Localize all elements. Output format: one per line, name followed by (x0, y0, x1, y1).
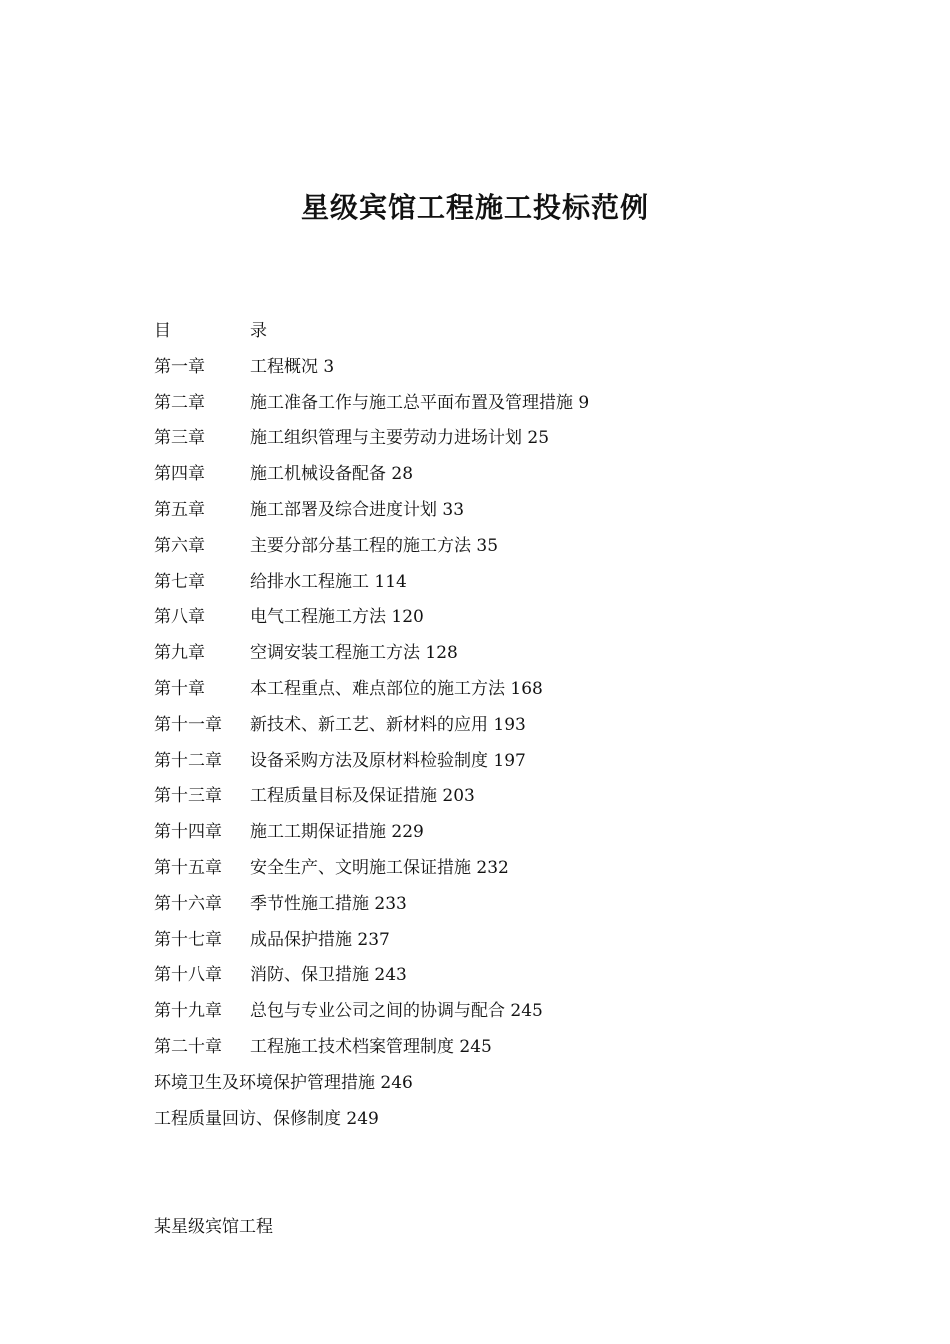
toc-chapter: 第十章 (154, 678, 205, 699)
toc-heading-left: 目 (154, 321, 171, 341)
toc-item (154, 887, 854, 923)
toc-chapter: 第十二章 (154, 750, 222, 771)
toc-chapter: 第二章 (154, 392, 205, 413)
toc-text: 主要分部分基工程的施工方法 35 (250, 535, 499, 556)
toc-text: 安全生产、文明施工保证措施 232 (250, 857, 509, 878)
toc-text: 设备采购方法及原材料检验制度 197 (250, 750, 526, 771)
toc-chapter: 第十三章 (154, 786, 222, 807)
toc-chapter: 第七章 (154, 571, 205, 592)
toc-text: 给排水工程施工 114 (250, 571, 407, 592)
toc-item (154, 636, 854, 672)
toc-heading-right: 录 (250, 321, 267, 341)
toc-extra-item: 工程质量回访、保修制度 249 (154, 1108, 379, 1129)
toc-chapter: 第十八章 (154, 965, 222, 986)
toc-text: 施工部署及综合进度计划 33 (250, 499, 465, 520)
toc-chapter: 第十五章 (154, 857, 222, 878)
toc-chapter: 第三章 (154, 428, 205, 449)
toc-item (154, 851, 854, 887)
toc-item (154, 1030, 854, 1066)
toc-text: 施工机械设备配备 28 (250, 464, 414, 485)
toc-item (154, 779, 854, 815)
toc-text: 工程概况 3 (250, 356, 335, 377)
toc-item (154, 493, 854, 529)
toc-chapter: 第十七章 (154, 929, 222, 950)
toc-item (154, 708, 854, 744)
toc-text: 成品保护措施 237 (250, 929, 390, 950)
toc-item (154, 923, 854, 959)
toc-text: 施工工期保证措施 229 (250, 822, 424, 843)
toc-heading (154, 314, 854, 350)
toc-chapter: 第五章 (154, 499, 205, 520)
toc-chapter: 第六章 (154, 535, 205, 556)
toc-text: 季节性施工措施 233 (250, 893, 407, 914)
toc-item (154, 565, 854, 601)
document-title: 星级宾馆工程施工投标范例 (300, 191, 649, 224)
toc-chapter: 第二十章 (154, 1036, 222, 1057)
toc-item (154, 815, 854, 851)
toc-text: 本工程重点、难点部位的施工方法 168 (250, 678, 543, 699)
toc-chapter: 第十四章 (154, 822, 222, 843)
toc-item (154, 350, 854, 386)
table-of-contents (154, 314, 854, 1137)
toc-text: 施工准备工作与施工总平面布置及管理措施 9 (250, 392, 590, 413)
toc-chapter: 第八章 (154, 607, 205, 628)
toc-item (154, 529, 854, 565)
toc-text: 工程质量目标及保证措施 203 (250, 786, 475, 807)
toc-item (154, 958, 854, 994)
toc-item (154, 744, 854, 780)
toc-text: 空调安装工程施工方法 128 (250, 643, 458, 664)
toc-chapter: 第四章 (154, 464, 205, 485)
toc-text: 施工组织管理与主要劳动力进场计划 25 (250, 428, 550, 449)
toc-text: 电气工程施工方法 120 (250, 607, 424, 628)
toc-chapter: 第一章 (154, 356, 205, 377)
toc-text: 消防、保卫措施 243 (250, 965, 407, 986)
toc-item (154, 421, 854, 457)
toc-item (154, 994, 854, 1030)
toc-chapter: 第十一章 (154, 714, 222, 735)
toc-chapter: 第九章 (154, 643, 205, 664)
toc-chapter: 第十九章 (154, 1001, 222, 1022)
toc-item (154, 386, 854, 422)
toc-chapter: 第十六章 (154, 893, 222, 914)
toc-item (154, 672, 854, 708)
toc-item (154, 600, 854, 636)
project-name-text: 某星级宾馆工程 (154, 1217, 273, 1237)
toc-text: 新技术、新工艺、新材料的应用 193 (250, 714, 526, 735)
toc-extra-item: 环境卫生及环境保护管理措施 246 (154, 1072, 413, 1093)
toc-item (154, 457, 854, 493)
toc-text: 总包与专业公司之间的协调与配合 245 (250, 1001, 543, 1022)
toc-text: 工程施工技术档案管理制度 245 (250, 1036, 492, 1057)
